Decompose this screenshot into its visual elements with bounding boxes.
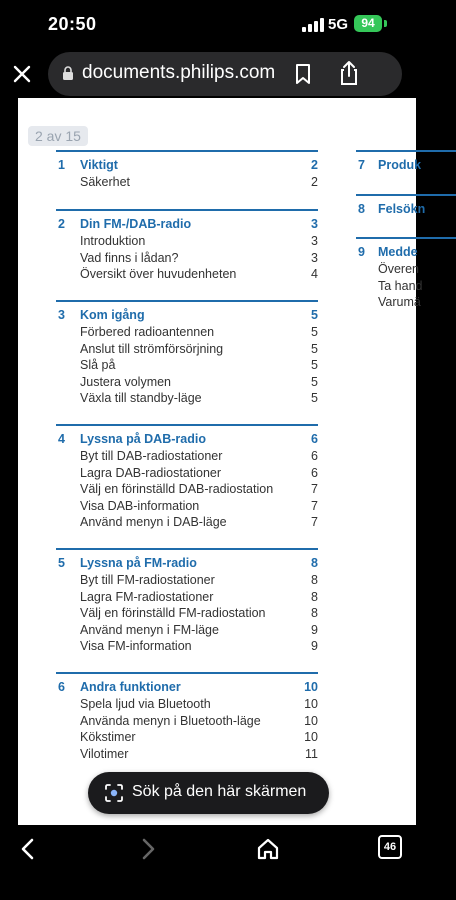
forward-icon[interactable]	[132, 833, 164, 865]
toc-item[interactable]: Förbered radioantennen 5	[80, 325, 318, 339]
lock-icon	[62, 66, 74, 81]
network-type: 5G	[328, 16, 349, 33]
toc-section[interactable]	[56, 209, 318, 284]
back-icon[interactable]	[12, 833, 44, 865]
toc-item[interactable]: Anslut till strömförsörjning 5	[80, 341, 318, 356]
bookmark-icon[interactable]	[292, 63, 314, 85]
browser-bottom-toolbar	[0, 825, 416, 900]
toc-item[interactable]: Visa DAB-information 7	[80, 498, 318, 513]
toc-section[interactable]	[56, 672, 318, 763]
section-heading[interactable]: 1 Viktigt 2	[58, 158, 318, 172]
toc-item[interactable]: Använda menyn i Bluetooth-läge 10	[80, 713, 318, 728]
toc-item[interactable]: Lagra FM-radiostationer 8	[80, 589, 318, 604]
battery-icon: 94	[354, 15, 382, 32]
signal-icon	[302, 18, 324, 32]
section-rule	[56, 209, 318, 211]
toc-item[interactable]: Vilotimer 11	[80, 746, 318, 761]
toc-section[interactable]	[56, 548, 318, 656]
close-icon[interactable]	[8, 60, 36, 88]
home-icon[interactable]	[252, 833, 284, 865]
section-heading[interactable]: 6 Andra funktioner 10	[58, 680, 318, 694]
search-screen-label: Sök på den här skärmen	[132, 783, 307, 800]
toc-section[interactable]	[356, 150, 456, 175]
toc-item[interactable]: Slå på 5	[80, 358, 318, 372]
toc-item[interactable]: Justera volymen 5	[80, 374, 318, 389]
toc-item[interactable]: Vad finns i lådan? 3	[80, 250, 318, 265]
page-indicator: 2 av 15	[28, 126, 88, 146]
toc-item[interactable]: Ta hand	[378, 278, 423, 293]
toc-item[interactable]: Växla till standby-läge 5	[80, 391, 318, 405]
toc-item[interactable]: Spela ljud via Bluetooth 10	[80, 697, 318, 711]
toc-item[interactable]: Kökstimer 10	[80, 730, 318, 744]
section-rule	[356, 194, 456, 196]
toc-item[interactable]: Välj en förinställd DAB-radiostation 7	[80, 482, 318, 496]
section-heading[interactable]: 4 Lyssna på DAB-radio 6	[58, 432, 318, 446]
toc-section[interactable]	[356, 194, 456, 219]
section-rule	[56, 548, 318, 550]
section-heading[interactable]: 8 Felsökn	[358, 202, 426, 216]
toc-item[interactable]: Överen	[378, 262, 419, 276]
section-heading[interactable]: 3 Kom igång 5	[58, 308, 318, 322]
toc-item[interactable]: Använd menyn i DAB-läge 7	[80, 515, 318, 529]
section-heading[interactable]: 7 Produk	[358, 158, 422, 172]
section-heading[interactable]: 2 Din FM-/DAB-radio 3	[58, 217, 318, 231]
share-icon[interactable]	[334, 58, 364, 88]
url-text: documents.philips.com	[82, 62, 276, 83]
section-heading[interactable]: 9 Medde	[358, 245, 418, 259]
toc-section[interactable]	[56, 300, 318, 408]
tabs-icon[interactable]: 46	[378, 835, 402, 859]
toc-item[interactable]: Byt till FM-radiostationer 8	[80, 573, 318, 587]
search-screen-button[interactable]	[88, 772, 329, 814]
section-rule	[56, 424, 318, 426]
toc-item[interactable]: Lagra DAB-radiostationer 6	[80, 465, 318, 480]
status-bar	[0, 0, 416, 50]
section-heading[interactable]: 5 Lyssna på FM-radio 8	[58, 556, 318, 570]
clock: 20:50	[48, 14, 97, 34]
section-rule	[56, 300, 318, 302]
toc-item[interactable]: Byt till DAB-radiostationer 6	[80, 449, 318, 463]
section-rule	[56, 150, 318, 152]
battery-cap	[384, 20, 387, 27]
address-bar[interactable]	[48, 52, 402, 96]
toc-item[interactable]: Säkerhet 2	[80, 175, 318, 189]
toc-item[interactable]: Visa FM-information 9	[80, 639, 318, 653]
toc-item[interactable]: Välj en förinställd FM-radiostation 8	[80, 606, 318, 620]
toc-item[interactable]: Använd menyn i FM-läge 9	[80, 622, 318, 637]
toc-section[interactable]	[356, 237, 456, 312]
toc-item[interactable]: Varumä	[378, 295, 421, 309]
section-rule	[356, 150, 456, 152]
section-rule	[356, 237, 456, 239]
toc-section[interactable]	[56, 424, 318, 532]
toc-section[interactable]	[56, 150, 318, 192]
browser-top-bar	[0, 50, 416, 98]
toc-item[interactable]: Översikt över huvudenheten 4	[80, 267, 318, 281]
pdf-page[interactable]	[18, 98, 426, 825]
lens-icon	[104, 783, 124, 803]
toc-item[interactable]: Introduktion 3	[80, 234, 318, 248]
section-rule	[56, 672, 318, 674]
